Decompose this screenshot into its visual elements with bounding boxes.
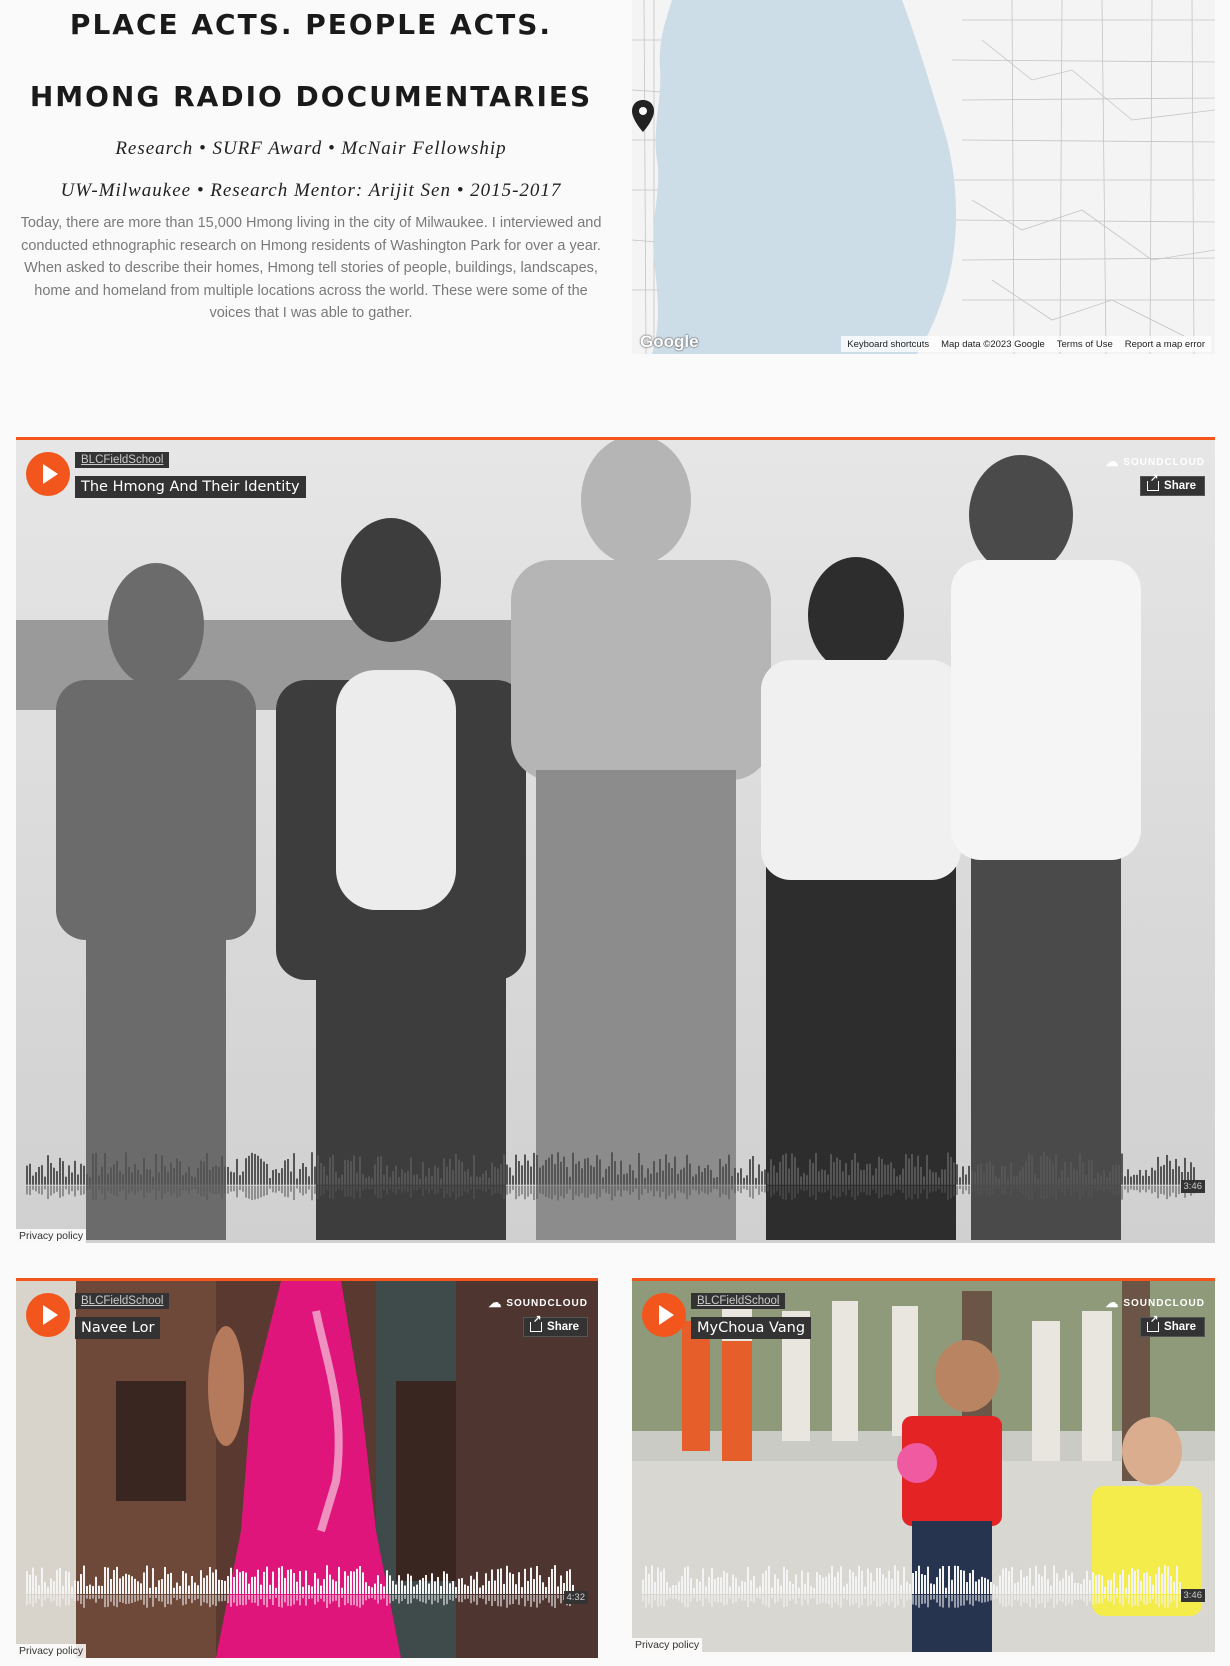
uploader-link[interactable]: BLCFieldSchool bbox=[75, 1293, 169, 1309]
soundcloud-cloud-icon: ☁ bbox=[1105, 454, 1120, 469]
track-title-link[interactable]: The Hmong And Their Identity bbox=[75, 476, 306, 498]
project-title: HMONG RADIO DOCUMENTARIES bbox=[29, 80, 593, 113]
uploader-link[interactable]: BLCFieldSchool bbox=[75, 452, 169, 468]
project-meta-institution: UW-Milwaukee • Research Mentor: Arijit Sen • 2015-2017 bbox=[60, 180, 562, 201]
share-button[interactable]: ↗ Share bbox=[523, 1317, 588, 1337]
map-footer bbox=[841, 336, 1211, 352]
track-title-link[interactable]: Navee Lor bbox=[75, 1317, 160, 1339]
uploader-link[interactable]: BLCFieldSchool bbox=[691, 1293, 785, 1309]
share-icon bbox=[1147, 1322, 1159, 1332]
terms-of-use-link[interactable]: Terms of Use bbox=[1056, 338, 1113, 350]
share-button[interactable]: ↗ Share bbox=[1140, 476, 1205, 496]
page-title: PLACE ACTS. PEOPLE ACTS. bbox=[69, 8, 553, 41]
track-duration: 3:46 bbox=[1181, 1589, 1206, 1602]
waveform[interactable] bbox=[26, 1150, 1196, 1206]
track-title-link[interactable]: MyChoua Vang bbox=[691, 1317, 811, 1339]
project-description: Today, there are more than 15,000 Hmong living in the city of Milwaukee. I interviewed and conducted ethnographic research on Hmong residents of Washington Park for over a year. When asked to describe their homes, Hmong tell stories of people, buildings, landscapes, home and homeland from multiple locations across the world. These were some of the voices that I was able to gather. bbox=[20, 215, 602, 321]
map-canvas[interactable] bbox=[632, 0, 1215, 354]
soundcloud-cloud-icon: ☁ bbox=[1105, 1295, 1120, 1310]
soundcloud-logo[interactable]: ☁ SOUNDCLOUD bbox=[488, 1295, 588, 1310]
track-duration: 3:46 bbox=[1181, 1180, 1206, 1193]
soundcloud-player-1[interactable] bbox=[16, 437, 1215, 1243]
keyboard-shortcuts-link[interactable]: Keyboard shortcuts bbox=[847, 338, 930, 350]
soundcloud-player-3[interactable] bbox=[632, 1278, 1215, 1652]
play-button[interactable] bbox=[642, 1293, 686, 1337]
share-button[interactable]: ↗ Share bbox=[1140, 1317, 1205, 1337]
map-data-attribution: Map data ©2023 Google bbox=[941, 338, 1045, 350]
soundcloud-player-2[interactable] bbox=[16, 1278, 598, 1658]
google-map[interactable] bbox=[632, 0, 1215, 354]
soundcloud-logo[interactable]: ☁ SOUNDCLOUD bbox=[1105, 1295, 1205, 1310]
waveform[interactable] bbox=[642, 1563, 1182, 1613]
play-button[interactable] bbox=[26, 452, 70, 496]
share-icon bbox=[1147, 481, 1159, 491]
waveform[interactable] bbox=[26, 1563, 574, 1613]
soundcloud-cloud-icon: ☁ bbox=[488, 1295, 503, 1310]
project-meta-awards: Research • SURF Award • McNair Fellowship bbox=[115, 138, 507, 159]
google-logo: Google bbox=[640, 332, 699, 351]
privacy-policy-link[interactable]: Privacy policy bbox=[632, 1638, 702, 1652]
privacy-policy-link[interactable]: Privacy policy bbox=[16, 1644, 86, 1658]
track-duration: 4:32 bbox=[564, 1591, 589, 1604]
report-map-error-link[interactable]: Report a map error bbox=[1124, 338, 1205, 350]
soundcloud-logo[interactable]: ☁ SOUNDCLOUD bbox=[1105, 454, 1205, 469]
privacy-policy-link[interactable]: Privacy policy bbox=[16, 1229, 86, 1243]
track-artwork-1 bbox=[16, 440, 1215, 1243]
play-button[interactable] bbox=[26, 1293, 70, 1337]
share-icon bbox=[530, 1322, 542, 1332]
